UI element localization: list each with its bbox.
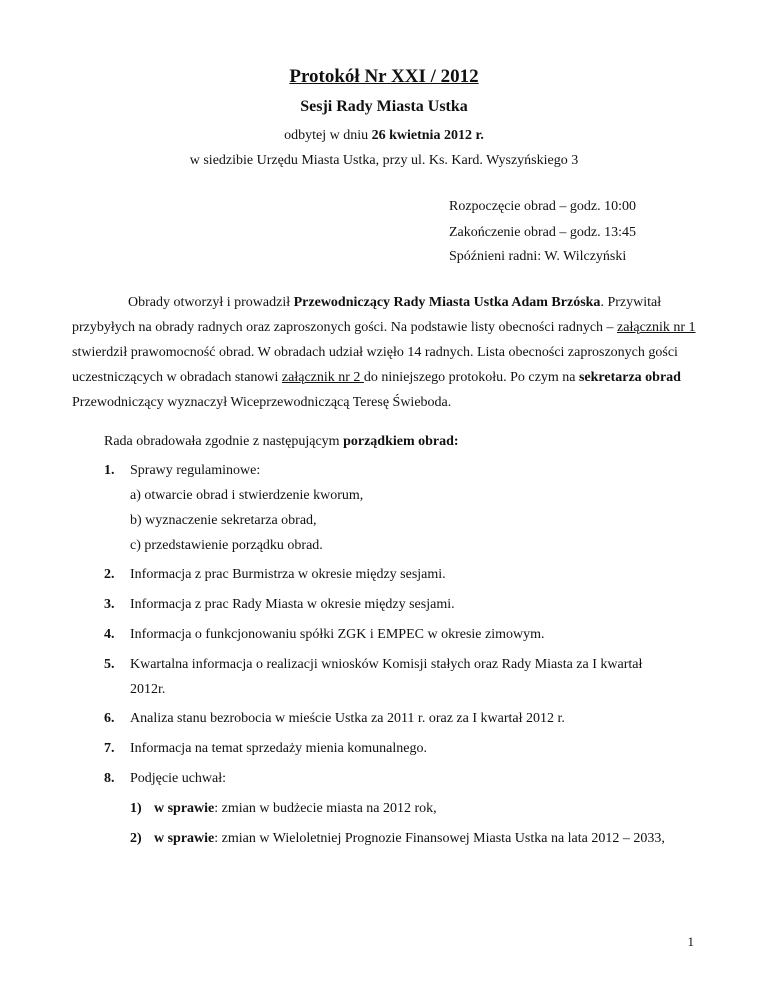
agenda-subitem-b: b) wyznaczenie sekretarza obrad,	[130, 513, 317, 528]
date-prefix: odbytej w dniu	[284, 128, 372, 143]
session-location: w siedzibie Urzędu Miasta Ustka, przy ul. Ks. Kard. Wyszyńskiego 3	[189, 153, 579, 168]
agenda-text: Informacja z prac Rady Miasta w okresie między sesjami.	[130, 597, 455, 612]
intro-text: do niniejszego protokołu. Po czym na	[363, 370, 579, 385]
agenda-number: 1.	[104, 463, 115, 478]
agenda-text: Informacja na temat sprzedaży mienia komunalnego.	[130, 741, 427, 756]
agenda-number: 5.	[104, 657, 115, 672]
intro-text: stwierdził prawomocność obrad. W obradach udział wzięło 14 radnych. Lista obecności zaproszonych gości uczestniczących w obradach stanowi	[72, 345, 678, 385]
agenda-number: 3.	[104, 597, 115, 612]
resolution-number: 2)	[130, 831, 142, 846]
session-subtitle: Sesji Rady Miasta Ustka	[300, 98, 468, 115]
resolution-number: 1)	[130, 801, 142, 816]
agenda-text: Kwartalna informacja o realizacji wniosków Komisji stałych oraz Rady Miasta za I kwartał	[130, 657, 643, 672]
intro-text: Przewodniczący wyznaczył Wiceprzewodniczącą Teresę Świeboda.	[72, 395, 452, 410]
resolution-label: w sprawie	[154, 801, 215, 816]
agenda-text: Informacja o funkcjonowaniu spółki ZGK i EMPEC w okresie zimowym.	[130, 627, 545, 642]
chairman-name: Przewodniczący Rady Miasta Ustka Adam Brzóska	[293, 295, 601, 310]
intro-text: Przywitał przybyłych na obrady radnych oraz zaproszonych gości. Na podstawie listy obecności radnych –	[72, 295, 662, 335]
agenda-text: Informacja z prac Burmistrza w okresie między sesjami.	[130, 567, 446, 582]
agenda-subitem-c: c) przedstawienie porządku obrad.	[130, 538, 323, 553]
resolution-text: : zmian w Wieloletniej Prognozie Finansowej Miasta Ustka na lata 2012 – 2033,	[214, 831, 665, 846]
agenda-intro-text: Rada obradowała zgodnie z następującym	[104, 434, 344, 449]
agenda-subitem-a: a) otwarcie obrad i stwierdzenie kworum,	[130, 488, 364, 503]
start-time: Rozpoczęcie obrad – godz. 10:00	[449, 199, 636, 214]
page-number: 1	[687, 934, 694, 949]
agenda-intro	[104, 434, 459, 450]
intro-text: .	[600, 295, 604, 310]
agenda-label: porządkiem obrad:	[343, 434, 459, 449]
agenda-text: Analiza stanu bezrobocia w mieście Ustka za 2011 r. oraz za I kwartał 2012 r.	[130, 711, 565, 726]
agenda-number: 6.	[104, 711, 115, 726]
agenda-text: Podjęcie uchwał:	[130, 771, 227, 786]
intro-paragraph	[72, 290, 712, 415]
end-time: Zakończenie obrad – godz. 13:45	[449, 225, 636, 240]
late-councillors: Spóźnieni radni: W. Wilczyński	[449, 249, 627, 264]
agenda-number: 4.	[104, 627, 115, 642]
resolution-label: w sprawie	[154, 831, 215, 846]
attachment-1-ref: załącznik nr 1	[617, 320, 696, 335]
agenda-text: 2012r.	[130, 682, 166, 697]
resolution-text: : zmian w budżecie miasta na 2012 rok,	[214, 801, 437, 816]
agenda-number: 7.	[104, 741, 115, 756]
session-date-line	[0, 128, 768, 144]
intro-text: Obrady otworzył i prowadził	[128, 295, 294, 310]
agenda-number: 8.	[104, 771, 115, 786]
secretary-label: sekretarza obrad	[578, 370, 681, 385]
attachment-2-ref: załącznik nr 2	[281, 370, 364, 385]
protocol-title: Protokół Nr XXI / 2012	[289, 66, 479, 87]
agenda-number: 2.	[104, 567, 115, 582]
agenda-text: Sprawy regulaminowe:	[130, 463, 261, 478]
session-date: 26 kwietnia 2012 r.	[371, 128, 484, 143]
